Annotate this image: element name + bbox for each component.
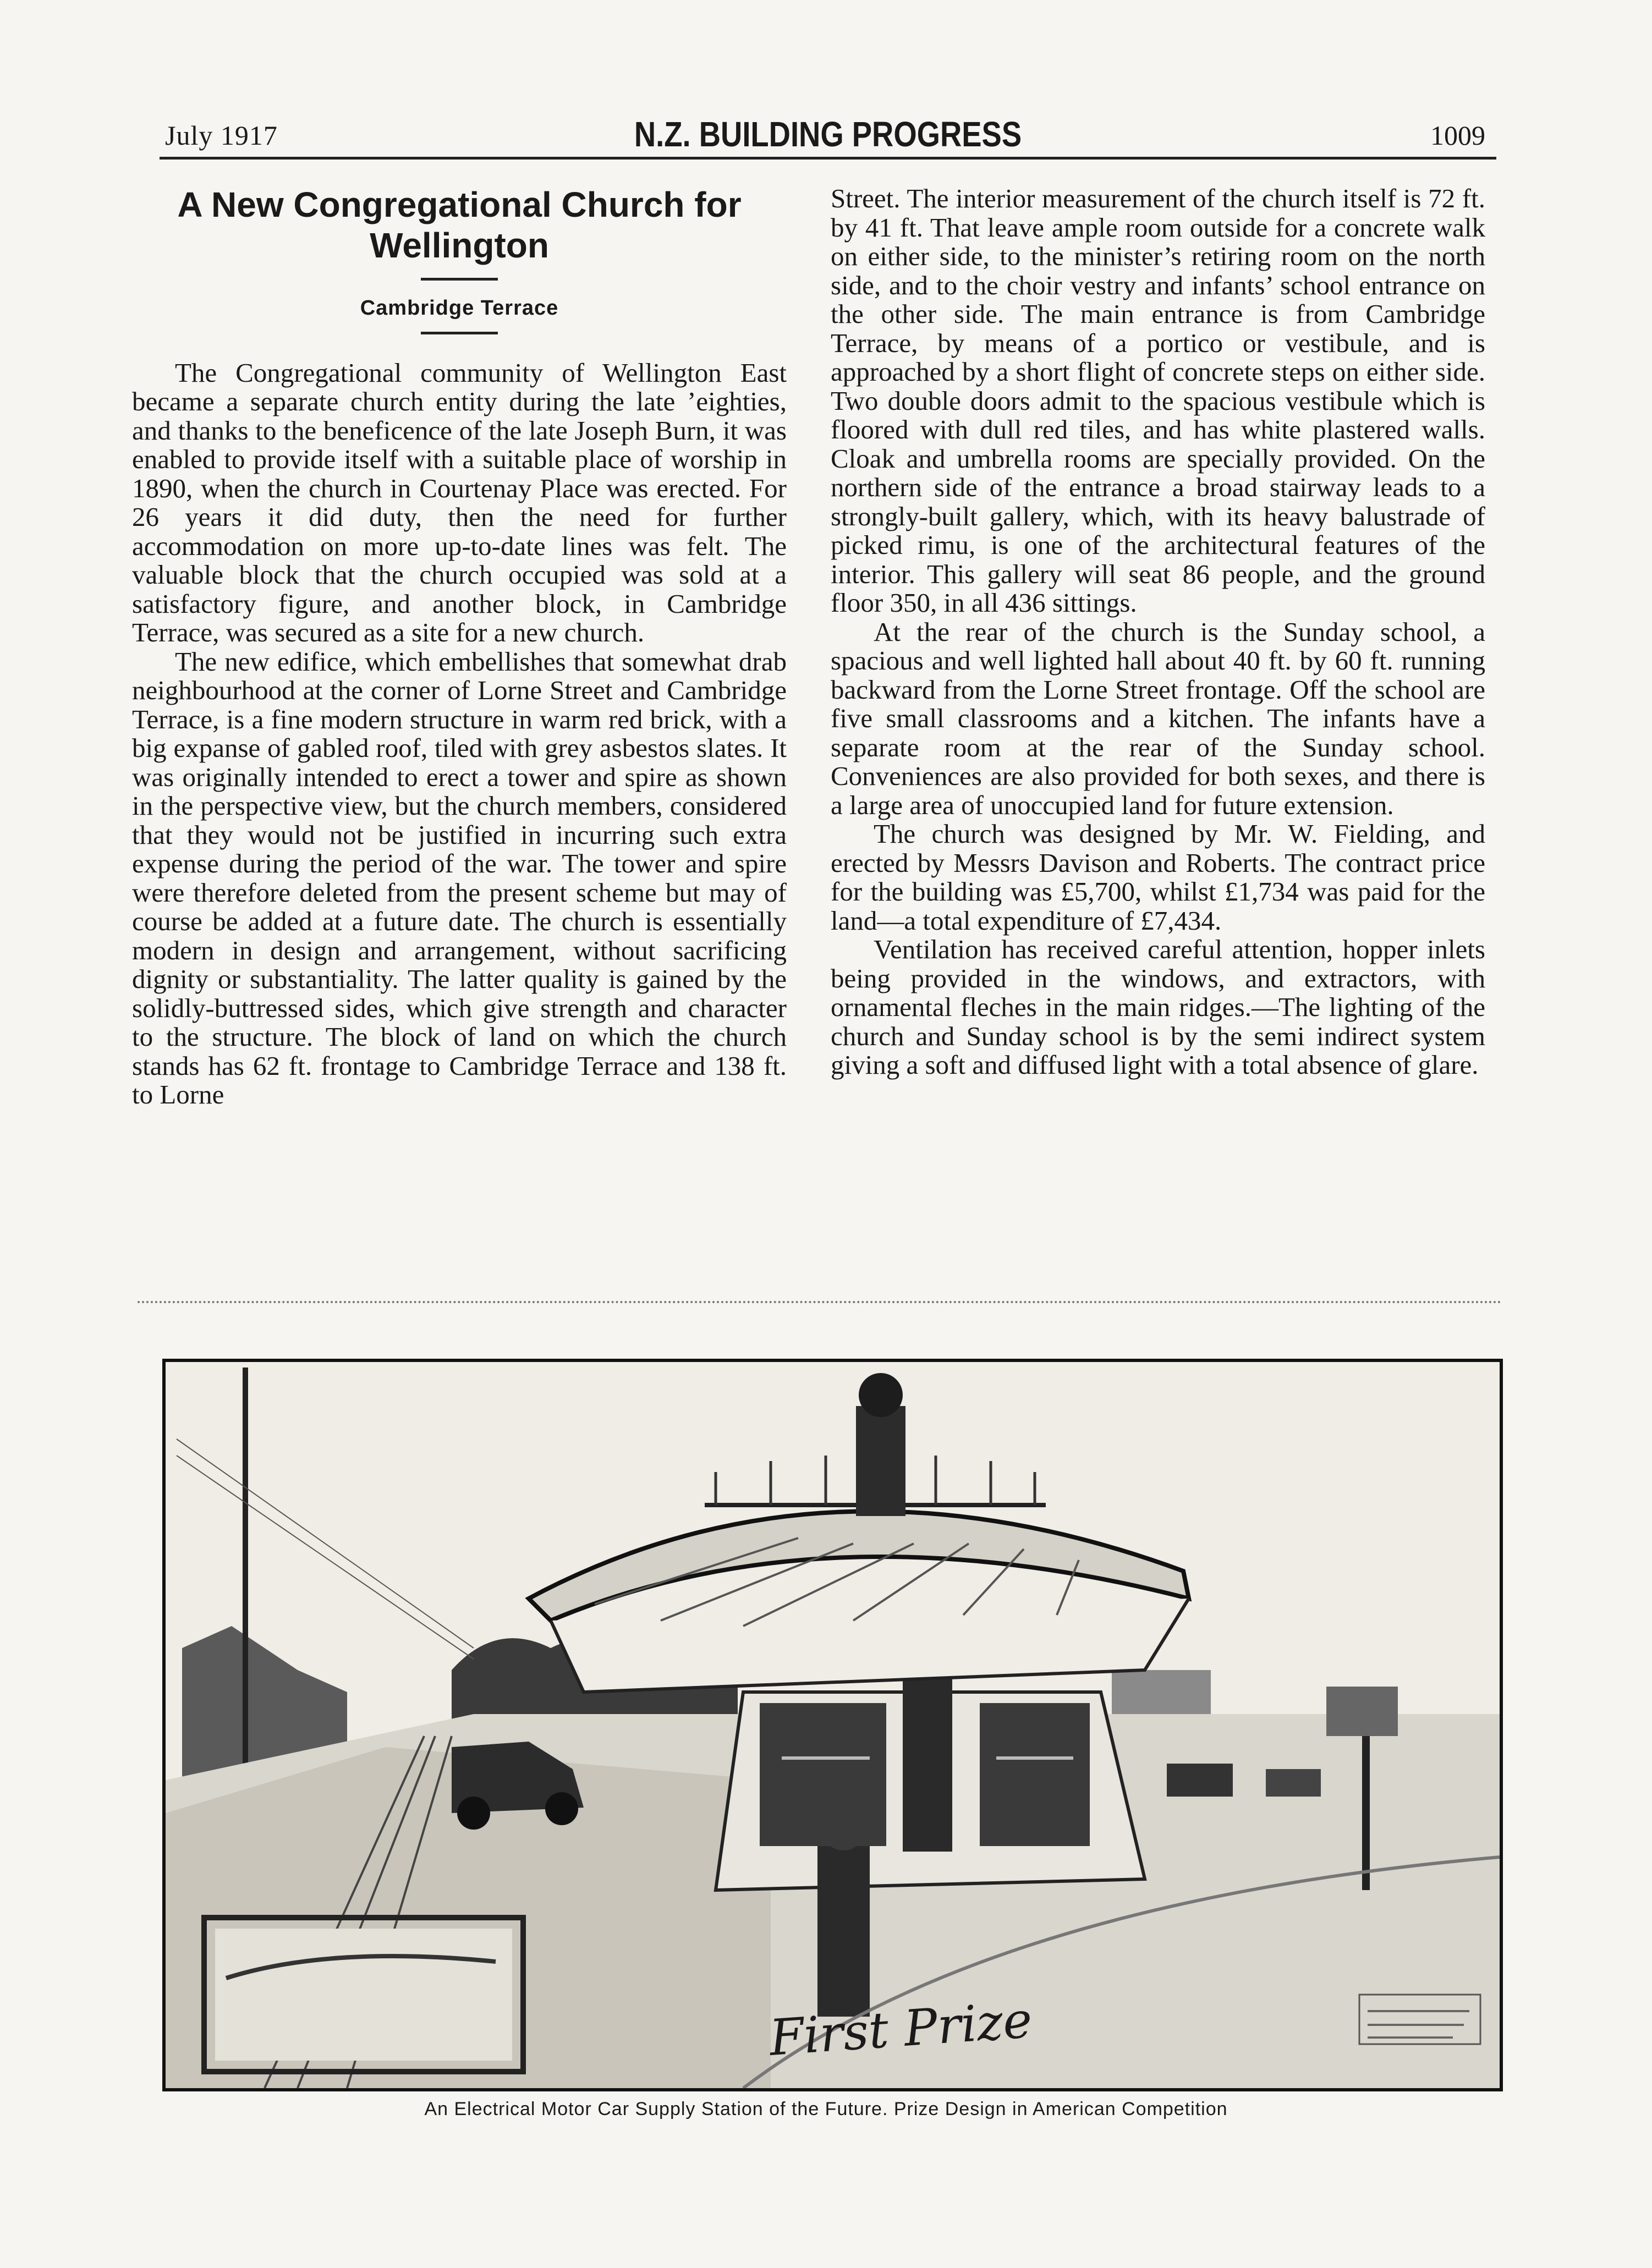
section-divider — [138, 1301, 1502, 1303]
handwritten-first-prize: First Prize — [767, 1991, 1034, 2067]
publication-title: N.Z. BUILDING PROGRESS — [634, 114, 1022, 154]
issue-date: July 1917 — [165, 120, 278, 151]
article-headline: A New Congregational Church for Wellington — [177, 185, 742, 265]
page-number: 1009 — [1430, 120, 1485, 151]
figure-caption: An Electrical Motor Car Supply Station of the Future. Prize Design in American Competition — [424, 2099, 1228, 2119]
photograph-supply-station — [162, 1359, 1503, 2091]
running-head — [160, 113, 1496, 160]
article-subheading: Cambridge Terrace — [360, 296, 559, 320]
subheading-rule — [421, 332, 498, 334]
article-left-column — [132, 184, 787, 1110]
article-right-column — [831, 184, 1485, 1080]
headline-rule — [421, 278, 498, 281]
paragraph-continuation: Street. The interior measurement of the church itself is 72 ft. by 41 ft. That leave ample room outside for a concrete walk on either side, to the minister’s retiring room on the north side, and to the choir vestry and infants’ school entrance on the other side. The main entrance is from Cambridge Terrace, by means of a portico or vestibule, and is approached by a short flight of concrete steps on either side. Two double doors admit to the spacious vestibule which is floored with dull red tiles, and has white plastered walls. Cloak and umbrella rooms are specially provided. On the northern side of the entrance a broad stairway leads to a strongly-built gallery, which, with its heavy balustrade of picked rimu, is one of the architectural features of the interior. This gallery will seat 86 people, and the ground floor 350, in all 436 sittings. — [831, 183, 1485, 618]
paragraph: The new edifice, which embellishes that somewhat drab neighbourhood at the corner of Lorne Street and Cambridge Terrace, is a fine modern structure in warm red brick, with a big expanse of gabled roof, tiled with grey asbestos slates. It was originally intended to erect a tower and spire as shown in the perspective view, but the church members, considered that they would not be justified in incurring such extra expense during the period of the war. The tower and spire were therefore deleted from the present scheme but may of course be added at a future date. The church is essentially modern in design and arrangement, without sacrificing dignity or substantiality. The latter quality is gained by the solidly-buttressed sides, which give strength and character to the structure. The block of land on which the church stands has 62 ft. frontage to Cambridge Terrace and 138 ft. to Lorne — [132, 646, 787, 1110]
paragraph: The Congregational community of Wellington East became a separate church entity during the late ’eighties, and thanks to the beneficence of the late Joseph Burn, it was enabled to provide itself with a suitable place of worship in 1890, when the church in Courtenay Place was erected. For 26 years it did duty, then the need for further accommodation on more up-to-date lines was felt. The valuable block that the church occupied was sold at a satisfactory figure, and another block, in Cambridge Terrace, was secured as a site for a new church. — [132, 357, 787, 647]
paragraph: At the rear of the church is the Sunday school, a spacious and well lighted hall about 40 ft. by 60 ft. running backward from the Lorne Street frontage. Off the school are five small classrooms and a kitchen. The infants have a separate room at the rear of the Sunday school. Conveniences are also provided for both sexes, and there is a large area of unoccupied land for future extension. — [831, 616, 1485, 820]
photo-plate — [162, 1359, 1507, 2096]
paragraph: The church was designed by Mr. W. Fielding, and erected by Messrs Davison and Roberts. The contract price for the building was £5,700, whilst £1,734 was paid for the land—a total expenditure of £7,434. — [831, 819, 1485, 936]
supply-station-illustration — [166, 1362, 1500, 2088]
paragraph: Ventilation has received careful attention, hopper inlets being provided in the windows, and extractors, with ornamental fleches in the main ridges.—The lighting of the church and Sunday school is by the semi indirect system giving a soft and diffused light with a total absence of glare. — [831, 934, 1485, 1080]
